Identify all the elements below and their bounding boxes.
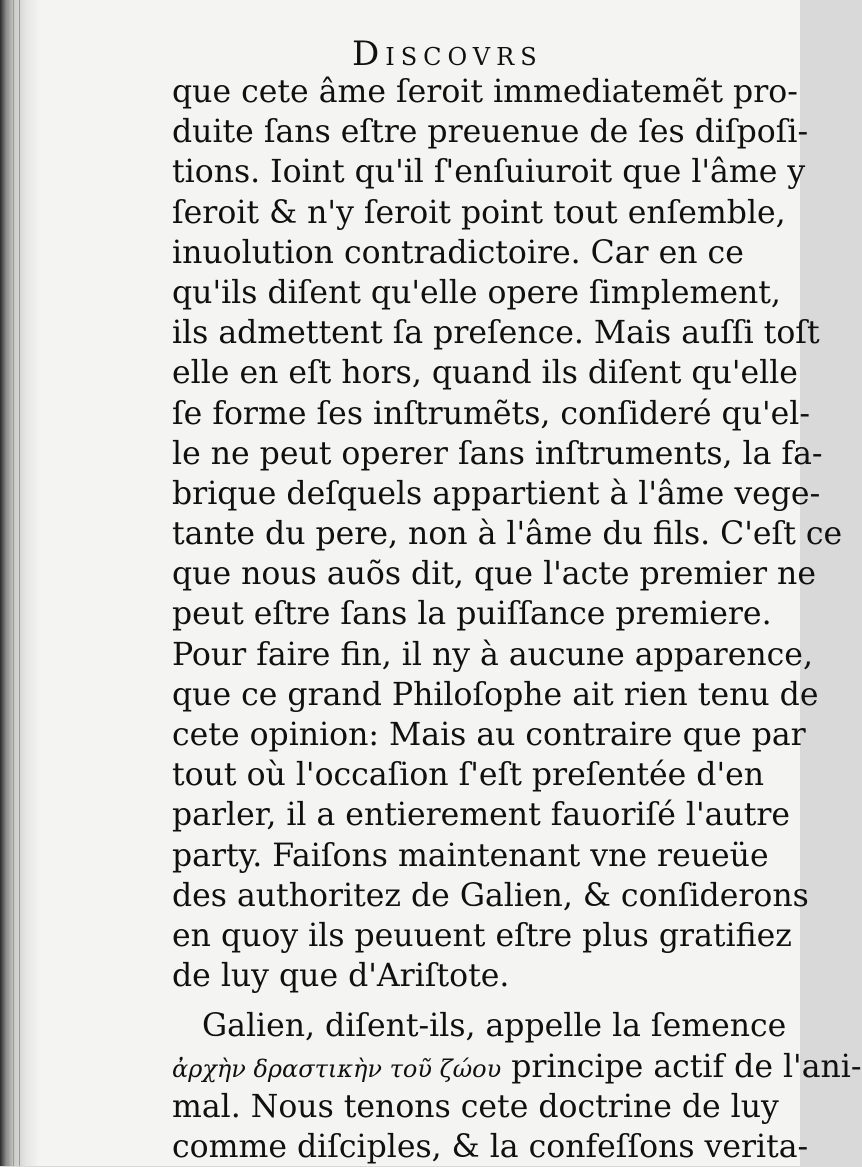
paragraph-2 (172, 1006, 862, 1167)
text-line: que cete âme ſeroit immediatemẽt pro- (172, 74, 798, 110)
running-head: Discovrs (352, 34, 543, 74)
text-line: party. Faiſons maintenant vne reueüe (172, 837, 769, 874)
text-line: brique deſquels appartient à l'âme vege- (172, 475, 821, 512)
text-line: que ce grand Philoſophe ait rien tenu de (172, 676, 819, 713)
text-line: mal. Nous tenons cete doctrine de luy (172, 1088, 779, 1125)
text-line-rest: principe actif de l'ani- (501, 1048, 862, 1085)
text-line: Pour faire fin, il ny à aucune apparence, (172, 636, 813, 673)
text-line: ils admettent ſa preſence. Mais auſſi toſt (172, 315, 820, 352)
page-binding-edge (0, 0, 40, 1166)
text-line: peut eſtre ſans la puiſſance premiere. (172, 596, 772, 633)
text-line: ſeroit & n'y ſeroit point tout enſemble, (172, 194, 786, 231)
text-line: inuolution contradictoire. Car en ce (172, 234, 744, 271)
text-line: des authoritez de Galien, & conſiderons (172, 877, 809, 914)
text-line (172, 1047, 862, 1087)
text-line: en quoy ils peuuent eſtre plus gratifiez (172, 917, 792, 954)
text-line: tout où l'occaſion ſ'eſt preſentée d'en (172, 757, 765, 794)
text-line: tante du pere, non à l'âme du fils. C'eſt ce (172, 516, 843, 553)
text-line: tions. Ioint qu'il ſ'enſuiuroit que l'âme y (172, 154, 806, 191)
text-line: ſe forme ſes inſtrumẽts, conſideré qu'el- (172, 395, 810, 432)
text-line: le ne peut operer ſans inſtruments, la fa- (172, 435, 823, 472)
text-block (172, 72, 862, 1167)
greek-phrase: ἀρχὴν δραστικὴν τοῦ ζώου (172, 1054, 502, 1083)
text-line: Galien, diſent-ils, appelle la ſemence (202, 1008, 787, 1045)
page-edge-line (19, 0, 20, 1166)
text-line: de luy que d'Ariſtote. (172, 958, 510, 995)
page-edge-line (13, 0, 14, 1166)
text-line: elle en eſt hors, quand ils diſent qu'elle (172, 355, 798, 392)
text-line: duite ſans eſtre preuenue de ſes diſpoſi- (172, 114, 809, 151)
paragraph-1 (172, 72, 843, 996)
text-line: comme diſciples, & la confeſſons verita- (172, 1128, 809, 1165)
page-edge-line (8, 0, 9, 1166)
text-line: que nous auõs dit, que l'acte premier ne (172, 556, 816, 593)
text-line: qu'ils diſent qu'elle opere ſimplement, (172, 274, 781, 311)
text-line: cete opinion: Mais au contraire que par (172, 717, 806, 753)
text-line: parler, il a entierement fauoriſé l'autre (172, 797, 791, 834)
